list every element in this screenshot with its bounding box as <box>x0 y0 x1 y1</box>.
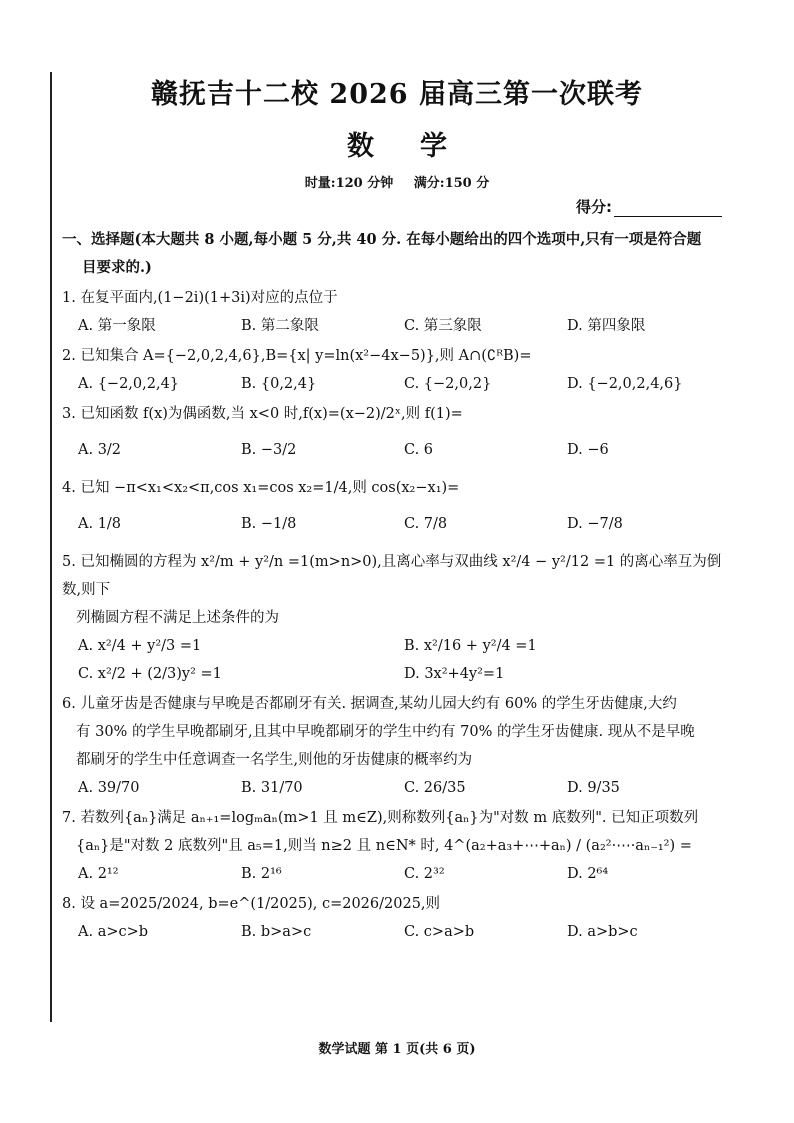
option-d: D. −6 <box>567 442 609 458</box>
question-stem: 3. 已知函数 f(x)为偶函数,当 x<0 时,f(x)=(x−2)/2ˣ,则 f(1)= <box>62 406 463 422</box>
option-c: C. {−2,0,2} <box>404 376 492 392</box>
time-limit: 时量:120 分钟 <box>304 176 394 191</box>
options-row <box>62 774 730 802</box>
question-stem <box>62 804 730 860</box>
option-d: D. 3x²+4y²=1 <box>404 666 505 682</box>
score-blank <box>614 202 722 217</box>
option-a: A. 1/8 <box>78 516 122 532</box>
option-b: B. −3/2 <box>241 442 297 458</box>
option-a: A. x²/4 + y²/3 =1 <box>78 638 202 654</box>
option-c: C. 7/8 <box>404 516 448 532</box>
option-c: C. 第三象限 <box>404 318 482 334</box>
question-4 <box>62 474 730 546</box>
question-stem: 1. 在复平面内,(1−2i)(1+3i)对应的点位于 <box>62 290 338 306</box>
question-stem-line-3: 都刷牙的学生中任意调查一名学生,则他的牙齿健康的概率约为 <box>76 752 473 768</box>
option-d: D. 9/35 <box>567 780 620 796</box>
full-score: 满分:150 分 <box>413 176 490 191</box>
exam-title: 赣抚吉十二校 2026 届高三第一次联考 <box>151 79 643 110</box>
question-8 <box>62 890 730 946</box>
option-d: D. 2⁶⁴ <box>567 866 609 882</box>
option-c: C. x²/2 + (2/3)y² =1 <box>78 666 222 682</box>
option-a: A. 39/70 <box>78 780 140 796</box>
question-stem: 4. 已知 −π<x₁<x₂<π,cos x₁=cos x₂=1/4,则 cos(x₂−x₁)= <box>62 480 460 496</box>
binding-line <box>50 72 52 1022</box>
options-row <box>62 502 730 546</box>
option-b: B. {0,2,4} <box>241 376 317 392</box>
page-footer: 数学试题 第 1 页(共 6 页) <box>318 1042 476 1057</box>
question-2 <box>62 342 730 398</box>
option-d: D. 第四象限 <box>567 318 646 334</box>
option-d: D. a>b>c <box>567 924 638 940</box>
section-heading-line-1: 一、选择题(本大题共 8 小题,每小题 5 分,共 40 分. 在每小题给出的四个选项中,只有一项是符合题 <box>62 231 702 248</box>
option-c: C. 2³² <box>404 866 445 882</box>
option-a: A. a>c>b <box>78 924 149 940</box>
question-6 <box>62 690 730 802</box>
option-b: B. −1/8 <box>241 516 297 532</box>
option-a: A. {−2,0,2,4} <box>78 376 180 392</box>
question-stem-line-2: {aₙ}是"对数 2 底数列"且 a₅=1,则当 n≥2 且 n∈N* 时, 4^(a₂+a₃+⋯+aₙ) / (a₂²·⋯·aₙ₋₁²) = <box>76 838 692 854</box>
question-stem <box>62 690 730 774</box>
option-d: D. −7/8 <box>567 516 623 532</box>
options-row <box>62 312 730 340</box>
option-d: D. {−2,0,2,4,6} <box>567 376 683 392</box>
option-a: A. 2¹² <box>78 866 119 882</box>
exam-meta <box>0 172 794 191</box>
options-row <box>62 632 730 660</box>
section-heading-line-2: 目要求的.) <box>82 259 152 276</box>
question-stem: 2. 已知集合 A={−2,0,2,4,6},B={x| y=ln(x²−4x−5)},则 A∩(∁ᴿB)= <box>62 348 532 364</box>
question-stem-line-1: 5. 已知椭圆的方程为 x²/m + y²/n =1(m>n>0),且离心率与双曲线 x²/4 − y²/12 =1 的离心率互为倒数,则下 <box>62 554 722 598</box>
section-heading <box>62 226 730 282</box>
subject-title: 数学 <box>347 131 493 162</box>
option-a: A. 3/2 <box>78 442 122 458</box>
options-row <box>62 660 730 688</box>
question-3 <box>62 400 730 472</box>
option-c: C. 6 <box>404 442 434 458</box>
question-stem: 8. 设 a=2025/2024, b=e^(1/2025), c=2026/2025,则 <box>62 896 441 912</box>
option-b: B. 2¹⁶ <box>241 866 282 882</box>
question-stem-line-1: 7. 若数列{aₙ}满足 aₙ₊₁=logₘaₙ(m>1 且 m∈Z),则称数列{aₙ}为"对数 m 底数列". 已知正项数列 <box>62 810 699 826</box>
option-b: B. 第二象限 <box>241 318 319 334</box>
question-stem-line-1: 6. 儿童牙齿是否健康与早晚是否都刷牙有关. 据调查,某幼儿园大约有 60% 的学生牙齿健康,大约 <box>62 696 677 712</box>
question-5 <box>62 548 730 688</box>
option-c: C. c>a>b <box>404 924 475 940</box>
option-b: B. 31/70 <box>241 780 303 796</box>
option-c: C. 26/35 <box>404 780 466 796</box>
question-stem-line-2: 有 30% 的学生早晚都刷牙,且其中早晚都刷牙的学生中约有 70% 的学生牙齿健康. 现从不是早晚 <box>76 724 695 740</box>
score-label: 得分: <box>576 198 612 216</box>
question-7 <box>62 804 730 888</box>
question-stem <box>62 548 730 632</box>
options-row <box>62 918 730 946</box>
option-a: A. 第一象限 <box>78 318 156 334</box>
question-area <box>62 226 730 946</box>
option-b: B. x²/16 + y²/4 =1 <box>404 638 537 654</box>
question-stem-line-2: 列椭圆方程不满足上述条件的为 <box>76 610 279 626</box>
options-row <box>62 370 730 398</box>
option-b: B. b>a>c <box>241 924 312 940</box>
options-row <box>62 428 730 472</box>
options-row <box>62 860 730 888</box>
question-1 <box>62 284 730 340</box>
score-field <box>576 196 722 217</box>
